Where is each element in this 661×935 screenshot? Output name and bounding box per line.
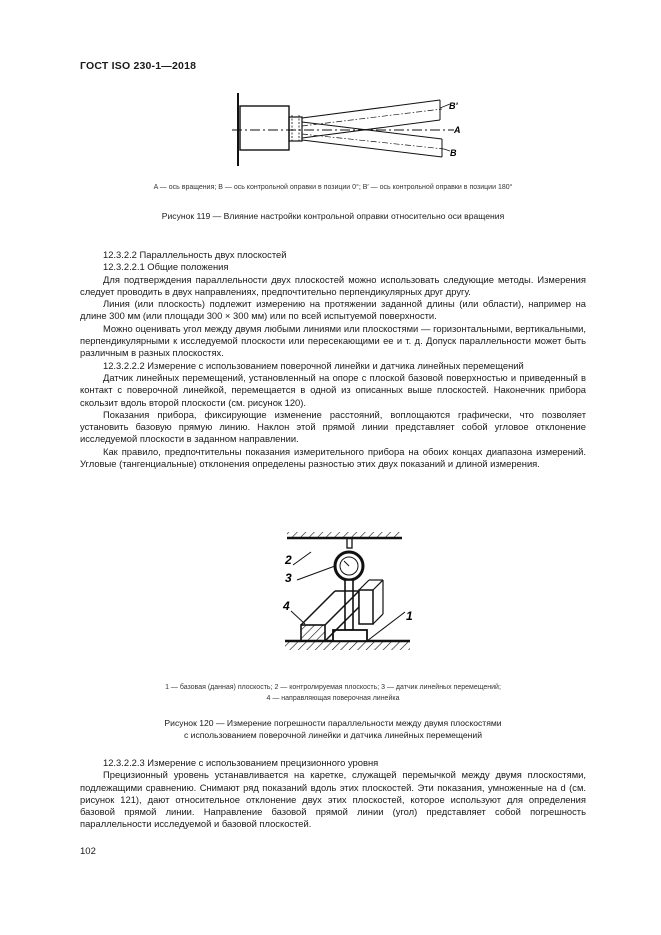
paragraph: Прецизионный уровень устанавливается на каретке, служащей перемычкой между двумя плоскостями, подлежащими сравнению. Снимают ряд показаний вдоль этих плоскостей. Эти показания, умноженные на d (см. рисунок 121), дают относительное отклонение двух этих плоскостей, которое используют для определения базовой прямой линии. Направление базовой прямой линии (угол) представляет собой погрешность параллельности исследуемой и базовой плоскостей. bbox=[80, 769, 586, 830]
figure-120-caption-line-2: с использованием поверочной линейки и датчика линейных перемещений bbox=[184, 730, 482, 740]
figure-120-legend-line-1: 1 — базовая (данная) плоскость; 2 — контролируемая плоскость; 3 — датчик линейных перемещений; bbox=[165, 684, 501, 691]
page-number: 102 bbox=[80, 846, 96, 857]
section-parallelism-text bbox=[80, 249, 586, 470]
heading-12-3-2-2: 12.3.2.2 Параллельность двух плоскостей bbox=[103, 249, 287, 260]
paragraph: Для подтверждения параллельности двух плоскостей можно использовать следующие методы. Измерения следует проводить в двух направлениях, предпочтительно перпендикулярных друг другу. bbox=[80, 273, 586, 297]
paragraph: Показания прибора, фиксирующие изменение расстояний, воплощаются графически, что позволяет установить базовую прямую линию. Наклон этой прямой линии представляет собой угловое отклонение исследуемой плоскости в заданном направлении. bbox=[80, 408, 586, 445]
figure-119-legend: A — ось вращения; B — ось контрольной оправки в позиции 0°; B′ — ось контрольной оправки в позиции 180° bbox=[153, 184, 513, 191]
document-header: ГОСТ ISO 230-1—2018 bbox=[80, 60, 197, 72]
paragraph: Как правило, предпочтительны показания измерительного прибора на обоих концах диапазона измерений. Угловые (тангенциальные) отклонения определены разностью этих двух показаний и длиной измерения. bbox=[80, 445, 586, 470]
figure-119-caption: Рисунок 119 — Влияние настройки контрольной оправки относительно оси вращения bbox=[161, 211, 505, 221]
section-precision-level-text bbox=[80, 757, 586, 831]
figure-119-drawing bbox=[228, 90, 468, 170]
label-b: B bbox=[450, 148, 457, 158]
figure-120-legend-line-2: 4 — направляющая поверочная линейка bbox=[266, 695, 400, 702]
figure-120-drawing bbox=[275, 520, 420, 670]
paragraph: Датчик линейных перемещений, установленный на опоре с плоской базовой поверхностью и приведенный в контакт с поверочной линейкой, перемещается в одной из описанных выше плоскостей. Наконечник прибора скользит вдоль второй плоскости (см. рисунок 120). bbox=[80, 371, 586, 408]
label-a: A bbox=[454, 125, 461, 135]
figure-120-caption-line-1: Рисунок 120 — Измерение погрешности параллельности между двумя плоскостями bbox=[164, 718, 502, 728]
heading-12-3-2-2-1: 12.3.2.2.1 Общие положения bbox=[103, 261, 229, 273]
label-4: 4 bbox=[283, 599, 290, 613]
label-3: 3 bbox=[285, 571, 292, 585]
label-b-prime: B' bbox=[449, 101, 458, 111]
label-1: 1 bbox=[406, 609, 413, 623]
paragraph: Линия (или плоскость) подлежит измерению на протяжении заданной длины (или области), например на длине 300 мм (или площади 300 × 300 мм) или по всей испытуемой поверхности. bbox=[80, 298, 586, 322]
label-2: 2 bbox=[285, 553, 292, 567]
heading-12-3-2-2-3: 12.3.2.2.3 Измерение с использованием прецизионного уровня bbox=[103, 757, 379, 768]
heading-12-3-2-2-2: 12.3.2.2.2 Измерение с использованием поверочной линейки и датчика линейных перемещений bbox=[103, 359, 524, 371]
paragraph: Можно оценивать угол между двумя любыми линиями или плоскостями — горизонтальными, вертикальными, перпендикулярными к исследуемой плоскости или пересекающими ее и т. д. Допуск параллельности может быть различным в разных плоскостях. bbox=[80, 322, 586, 359]
